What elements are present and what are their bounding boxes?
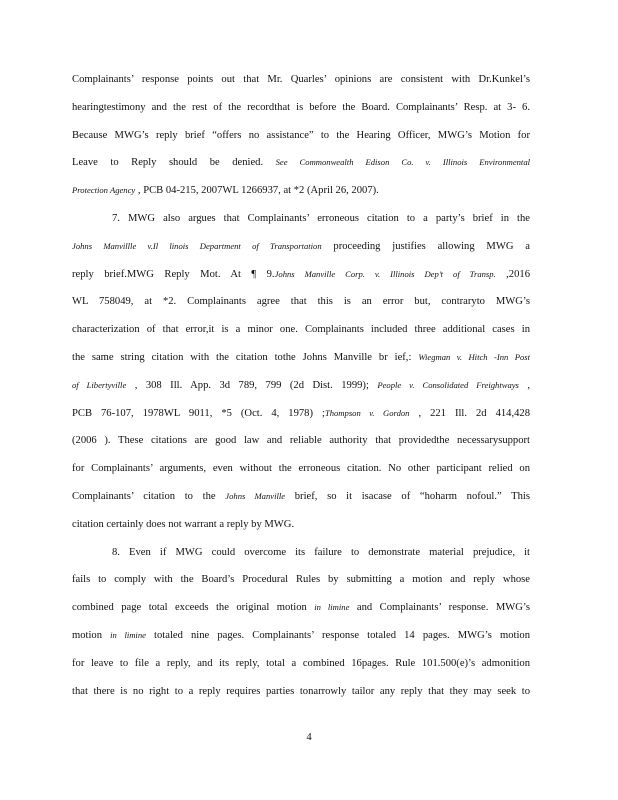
- text-segment: ,2016: [495, 268, 530, 280]
- text-line: [72, 94, 530, 122]
- text-segment: proceeding justifies allowing MWG a: [321, 240, 530, 252]
- text-segment: (2006 ). These citations are good law and reliable authority that providedthe necessarysupport: [72, 435, 530, 447]
- text-line: [72, 372, 530, 400]
- italic-citation: Johns Manville: [225, 490, 286, 501]
- text-line: [72, 455, 530, 483]
- text-segment: WL 758049, at *2. Complainants agree that this is an error but, contraryto MWG’s: [72, 296, 530, 308]
- text-segment: motion: [72, 629, 111, 641]
- text-segment: Because MWG’s reply brief “offers no assistance” to the Hearing Officer, MWG’s Motion for: [72, 129, 530, 141]
- italic-citation: in limine: [314, 602, 350, 613]
- italic-citation: Protection Agency: [72, 185, 136, 196]
- text-segment: 7. MWG also argues that Complainants’ erroneous citation to a party’s brief in the: [112, 212, 530, 224]
- body-text: [72, 66, 530, 705]
- text-line: [72, 483, 530, 511]
- text-segment: hearingtestimony and the rest of the recordthat is before the Board. Complainants’ Resp. at 3- 6.: [72, 101, 530, 113]
- text-segment: , 308 Ill. App. 3d 789, 799 (2d Dist. 1999);: [126, 379, 378, 391]
- text-segment: citation certainly does not warrant a reply by MWG.: [72, 518, 295, 530]
- italic-citation: in limine: [110, 629, 146, 640]
- italic-citation: of Libertyville: [72, 379, 127, 390]
- text-line: [72, 622, 530, 650]
- text-segment: for Complainants’ arguments, even without the erroneous citation. No other participant relied on: [72, 463, 530, 475]
- text-line: [72, 149, 530, 177]
- text-line: [72, 539, 530, 567]
- text-segment: characterization of that error,it is a minor one. Complainants included three additional cases in: [72, 324, 530, 336]
- text-segment: brief, so it isacase of “hoharm nofoul.” This: [285, 490, 530, 502]
- page-number: 4: [306, 732, 312, 743]
- text-segment: that there is no right to a reply requires parties tonarrowly tailor any reply that they may seek to: [72, 685, 530, 697]
- text-segment: the same string citation with the citation tothe Johns Manville br ief,:: [72, 351, 419, 363]
- text-line: [72, 594, 530, 622]
- italic-citation: Johns Manvillle v.Il linois Department of Transportation: [72, 240, 322, 251]
- text-segment: totaled nine pages. Complainants’ response totaled 14 pages. MWG’s motion: [145, 629, 530, 641]
- text-segment: 8. Even if MWG could overcome its failure to demonstrate material prejudice, it: [112, 546, 530, 558]
- text-line: [72, 678, 530, 706]
- text-segment: fails to comply with the Board’s Procedural Rules by submitting a motion and reply whose: [72, 574, 530, 586]
- text-segment: Complainants’ citation to the: [72, 490, 226, 502]
- italic-citation: See Commonwealth Edison Co. v. Illinois Environmental: [275, 157, 530, 168]
- text-line: [72, 427, 530, 455]
- text-line: [72, 511, 530, 539]
- text-segment: Complainants’ response points out that Mr. Quarles’ opinions are consistent with Dr.Kunkel’s: [72, 74, 530, 85]
- text-segment: , 221 Ill. 2d 414,428: [409, 407, 530, 419]
- text-segment: combined page total exceeds the original motion: [72, 602, 315, 614]
- text-segment: for leave to file a reply, and its reply, total a combined 16pages. Rule 101.500(e)’s admonition: [72, 657, 530, 669]
- text-segment: , PCB 04-215, 2007WL 1266937, at *2 (April 26, 2007).: [135, 185, 379, 197]
- text-line: [72, 66, 530, 94]
- text-segment: PCB 76-107, 1978WL 9011, *5 (Oct. 4, 1978) ;: [72, 407, 325, 419]
- text-line: [72, 566, 530, 594]
- italic-citation: Wiegman v. Hitch -Inn Post: [418, 351, 530, 362]
- italic-citation: Johns Manville Corp. v. Illinois Dep’t of Transp.: [274, 268, 496, 279]
- text-line: [72, 288, 530, 316]
- text-line: [72, 650, 530, 678]
- text-line: [72, 400, 530, 428]
- text-line: [72, 233, 530, 261]
- italic-citation: Thompson v. Gordon: [324, 407, 410, 418]
- text-line: [72, 177, 530, 205]
- text-segment: ,: [518, 379, 530, 391]
- text-line: [72, 344, 530, 372]
- text-line: [72, 122, 530, 150]
- text-line: [72, 316, 530, 344]
- text-segment: and Complainants’ response. MWG’s: [349, 602, 530, 614]
- italic-citation: People v. Consolidated Freightways: [377, 379, 519, 390]
- text-line: [72, 261, 530, 289]
- text-segment: Leave to Reply should be denied.: [72, 157, 276, 169]
- text-line: [72, 205, 530, 233]
- text-segment: reply brief.MWG Reply Mot. At ¶ 9.: [72, 268, 275, 280]
